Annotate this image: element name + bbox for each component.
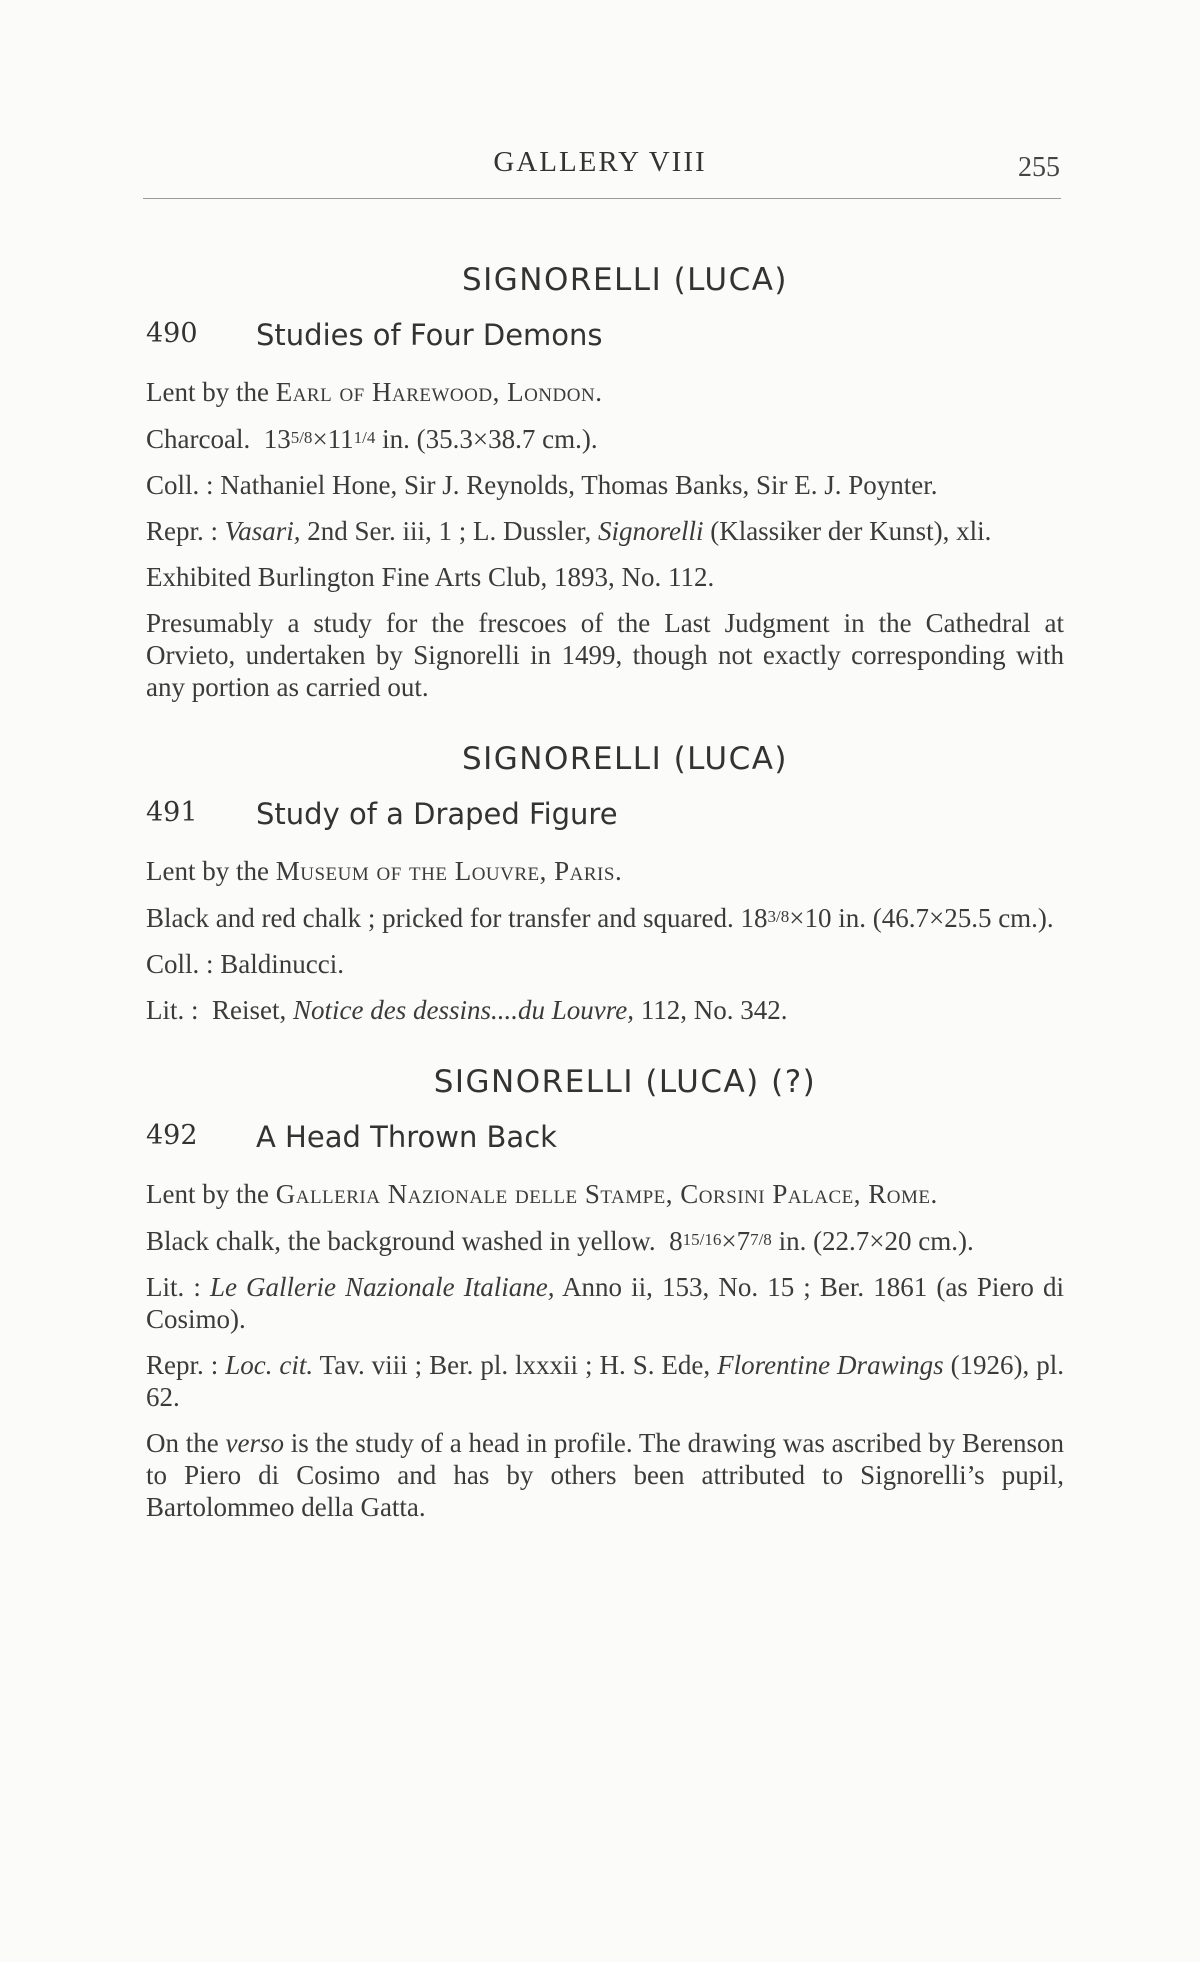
lender-line: Lent by the Earl of Harewood, London. <box>146 377 603 407</box>
artwork-title: A Head Thrown Back <box>256 1120 557 1154</box>
artist-heading: SIGNORELLI (LUCA) <box>461 741 789 777</box>
lender-name: Earl of Harewood, London. <box>275 377 603 407</box>
entry-title-line <box>146 1120 1064 1154</box>
entry-note: Presumably a study for the frescoes of the Last Judgment in the Cathedral at Orvieto, undertaken by Signorelli in 1499, though not exactly corresponding with any portion as carried out. <box>146 608 1064 702</box>
collection-line: Coll. : Nathaniel Hone, Sir J. Reynolds, Thomas Banks, Sir E. J. Poynter. <box>146 470 938 500</box>
literature-line: Lit. : Reiset, Notice des dessins....du Louvre, 112, No. 342. <box>146 995 788 1025</box>
lender-name: Galleria Nazionale delle Stampe, Corsini Palace, Rome. <box>275 1179 938 1209</box>
artwork-title: Study of a Draped Figure <box>256 797 618 831</box>
reproduction-line: Repr. : Vasari, 2nd Ser. iii, 1 ; L. Dussler, Signorelli (Klassiker der Kunst), xli. <box>146 516 992 546</box>
catalogue-entry-491 <box>146 741 1064 1026</box>
lender-line: Lent by the Galleria Nazionale delle Stampe, Corsini Palace, Rome. <box>146 1179 938 1209</box>
reproduction-line: Repr. : Loc. cit. Tav. viii ; Ber. pl. lxxxii ; H. S. Ede, Florentine Drawings (1926), pl. 62. <box>146 1350 1065 1412</box>
lender-name: Museum of the Louvre, Paris. <box>275 856 623 886</box>
catalogue-entries <box>146 262 1064 1561</box>
lender-line: Lent by the Museum of the Louvre, Paris. <box>146 856 623 886</box>
artwork-title: Studies of Four Demons <box>256 318 603 352</box>
artist-heading: SIGNORELLI (LUCA) (?) <box>433 1064 817 1100</box>
entry-title-line <box>146 318 1064 352</box>
running-title: GALLERY VIII <box>493 146 707 178</box>
page-number: 255 <box>1018 152 1060 183</box>
catalogue-number: 491 <box>146 797 198 828</box>
literature-line: Lit. : Le Gallerie Nazionale Italiane, Anno ii, 153, No. 15 ; Ber. 1861 (as Piero di Cosimo). <box>146 1272 1064 1334</box>
artist-heading: SIGNORELLI (LUCA) <box>461 262 789 298</box>
catalogue-number: 492 <box>146 1120 198 1151</box>
entry-title-line <box>146 797 1064 831</box>
catalogue-entry-490 <box>146 262 1064 703</box>
collection-line: Coll. : Baldinucci. <box>146 949 344 979</box>
medium-dimensions: Black and red chalk ; pricked for transfer and squared. 183/8×10 in. (46.7×25.5 cm.). <box>146 903 1054 933</box>
medium-dimensions: Black chalk, the background washed in yellow. 815/16×77/8 in. (22.7×20 cm.). <box>146 1226 974 1256</box>
medium-dimensions: Charcoal. 135/8×111/4 in. (35.3×38.7 cm.). <box>146 424 598 454</box>
entry-note: On the verso is the study of a head in profile. The drawing was ascribed by Berenson to Piero di Cosimo and has by others been attributed to Signorelli’s pupil, Bartolommeo della Gatta. <box>146 1428 1065 1522</box>
catalogue-number: 490 <box>146 318 198 349</box>
exhibited-line: Exhibited Burlington Fine Arts Club, 1893, No. 112. <box>146 562 715 592</box>
header-rule <box>143 198 1061 199</box>
catalogue-entry-492 <box>146 1064 1064 1523</box>
